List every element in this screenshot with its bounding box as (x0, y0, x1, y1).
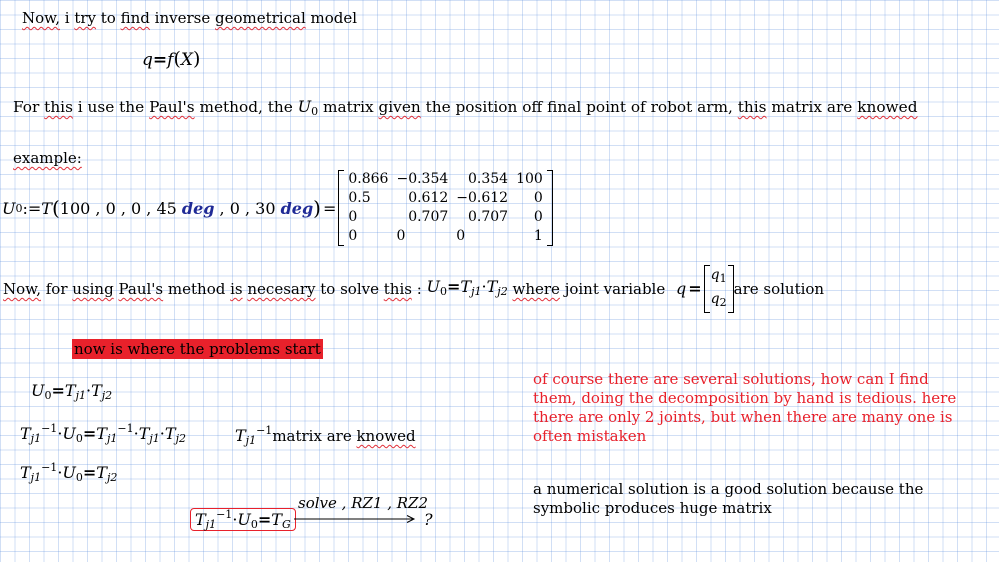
matrix-cell: 0.354 (468, 171, 509, 187)
problem-banner: now is where the problems start (74, 340, 321, 358)
matrix-cell: 0.707 (468, 209, 509, 225)
deg-unit: deg (280, 198, 314, 218)
q-vector: $q_1$ $q_2$ (704, 265, 734, 313)
matrix-cell: −0.354 (396, 171, 449, 187)
matrix-cell: 0.707 (408, 209, 449, 225)
heading-text: Now, i try to find inverse geometrical model (22, 9, 358, 27)
matrix-row (344, 170, 546, 189)
matrix-cell: −0.612 (456, 190, 509, 206)
equation-u0-tj1-tj2[interactable]: $U_0=T_{j1}\cdot T_{j2}$ (31, 381, 113, 402)
equation-q-f-x[interactable]: q=f(X) (142, 48, 201, 70)
matrix-cell: 0.612 (408, 190, 449, 206)
paul-method-text: For this i use the Paul's method, the $U_0$ matrix given the position off final point of robot arm, this matrix are knowed (13, 97, 918, 118)
matrix-row (344, 208, 546, 227)
black-note: a numerical solution is a good solution because the symbolic produces huge matrix (533, 480, 924, 517)
matrix-cell: 100 (516, 171, 543, 187)
red-note: of course there are several solutions, how can I find them, doing the decomposition by hand is tedious. here there are only 2 joints, but when there are many one is often mistaken (533, 370, 957, 445)
matrix-cell: 0 (396, 228, 406, 244)
solve-keyword-label[interactable]: solve , RZ1 , RZ2 (298, 494, 429, 512)
matrix-cell: 0 (348, 209, 358, 225)
equation-inverse-product[interactable]: $T_{j1}^{-1}\cdot U_0=T_{j1}^{-1}\cdot T_{j1}\cdot T_{j2}$ (20, 422, 186, 445)
matrix-cell: 0 (348, 228, 358, 244)
equation-inverse-u0-tj2[interactable]: $T_{j1}^{-1}\cdot U_0=T_{j2}$ (20, 461, 118, 484)
u0-definition-equation[interactable]: U 0 := T ( 100 , 0 , 0 , 45 deg , 0 , 30 deg ) = 0.866 −0.354 0.354 100 0.5 0.612 −0.612 0 0 0.707 0.707 0 0 0 0 1 (2, 167, 553, 249)
tj1-inverse-note: $T_{j1}^{-1}matrix$ are knowed (235, 424, 416, 447)
equation-tg-boxed[interactable] (190, 508, 296, 531)
selected-region-box[interactable]: $T_{j1}^{-1}\cdot U_0=T_G$ (190, 508, 296, 531)
matrix-row (344, 189, 546, 208)
matrix-table (344, 170, 546, 246)
matrix-cell: 0 (533, 190, 543, 206)
matrix-cell: 0 (533, 209, 543, 225)
result-matrix (338, 170, 552, 246)
right-arrow-icon (294, 514, 420, 524)
equation-q-vector[interactable]: q = $q_1$ $q_2$ (676, 265, 734, 313)
equation-u0-tj1-tj2-inline[interactable]: $U_0=T_{j1}\cdot T_{j2}$ (426, 276, 508, 298)
result-placeholder[interactable]: ? (424, 510, 433, 529)
matrix-cell: 0.5 (348, 190, 371, 206)
deg-unit: deg (181, 198, 215, 218)
matrix-row (344, 227, 546, 246)
example-label: example: (13, 149, 82, 167)
solve-text-line: Now, for using Paul's method is necesary to solve this : $U_0=T_{j1}\cdot T_{j2}$ where joint variable q = $q_1$ $q_2$ are solution (3, 267, 824, 311)
matrix-cell: 0 (456, 228, 466, 244)
matrix-cell: 0.866 (348, 171, 389, 187)
matrix-cell: 1 (533, 228, 543, 244)
